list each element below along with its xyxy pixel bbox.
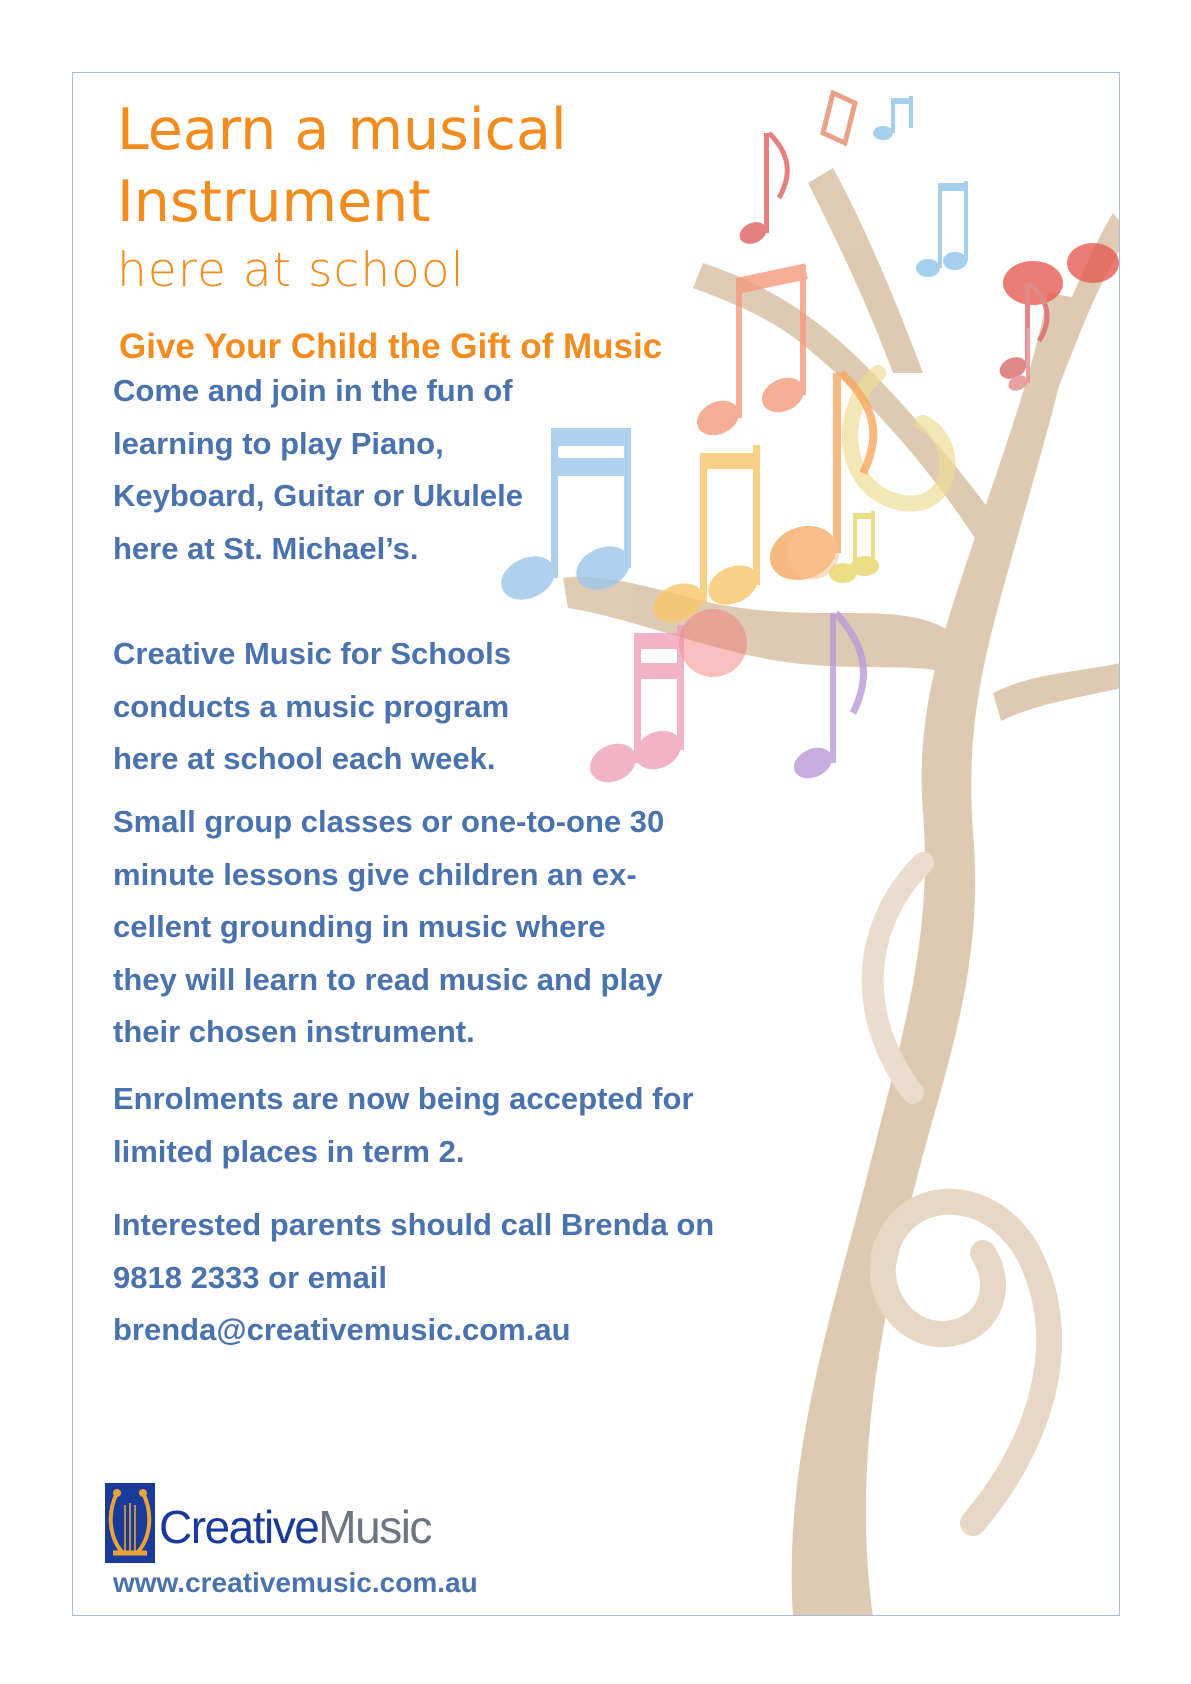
treble-clef-swirl bbox=[883, 1202, 1049, 1523]
music-note bbox=[584, 625, 688, 789]
headline-line-3: here at school bbox=[117, 243, 465, 298]
music-note bbox=[647, 445, 764, 630]
lessons-line: their chosen instrument. bbox=[113, 1014, 475, 1049]
website-link[interactable]: www.creativemusic.com.au bbox=[113, 1567, 478, 1598]
lessons-paragraph bbox=[113, 796, 664, 1059]
enrolments-line: limited places in term 2. bbox=[113, 1133, 465, 1169]
lessons-line: Small group classes or one-to-one 30 bbox=[113, 804, 665, 839]
contact-line: Interested parents should call Brenda on bbox=[113, 1207, 715, 1242]
tree-branch-lower bbox=[563, 577, 953, 673]
tree-branch-top-right bbox=[1028, 213, 1120, 413]
lessons-line: they will learn to read music and play bbox=[113, 961, 663, 997]
intro-line: here at St. Michael’s. bbox=[113, 530, 419, 566]
tree-branch-right bbox=[993, 663, 1120, 721]
tagline: Give Your Child the Gift of Music bbox=[119, 327, 663, 366]
creative-music-logo bbox=[105, 1483, 435, 1573]
intro-paragraph bbox=[113, 365, 523, 575]
program-paragraph bbox=[113, 628, 511, 786]
enrolments-line: Enrolments are now being accepted for bbox=[113, 1081, 694, 1116]
logo-word-creative: Creative bbox=[159, 1501, 319, 1553]
contact-phone-line: 9818 2333 or email bbox=[113, 1259, 388, 1295]
contact-paragraph bbox=[113, 1199, 714, 1357]
music-note bbox=[823, 93, 855, 143]
lessons-line: cellent grounding in music where bbox=[113, 909, 606, 944]
music-note bbox=[736, 133, 787, 248]
intro-line: learning to play Piano, bbox=[113, 425, 444, 461]
logo-wordmark bbox=[159, 1497, 431, 1557]
flyer-page bbox=[72, 72, 1120, 1616]
lyre-icon bbox=[105, 1483, 155, 1563]
program-line: Creative Music for Schools bbox=[113, 636, 511, 671]
intro-line: Come and join in the fun of bbox=[113, 373, 513, 408]
program-line: here at school each week. bbox=[113, 741, 496, 776]
headline-line-1: Learn a musical bbox=[117, 97, 567, 163]
lessons-line: minute lessons give children an ex- bbox=[113, 856, 637, 892]
logo-word-music: Music bbox=[318, 1501, 431, 1553]
headline-line-2: Instrument bbox=[117, 169, 431, 235]
music-note bbox=[873, 96, 913, 140]
music-note bbox=[916, 181, 968, 277]
intro-line: Keyboard, Guitar or Ukulele bbox=[113, 478, 523, 513]
enrolments-paragraph bbox=[113, 1073, 694, 1178]
program-line: conducts a music program bbox=[113, 688, 510, 724]
contact-email[interactable]: brenda@creativemusic.com.au bbox=[113, 1312, 571, 1347]
